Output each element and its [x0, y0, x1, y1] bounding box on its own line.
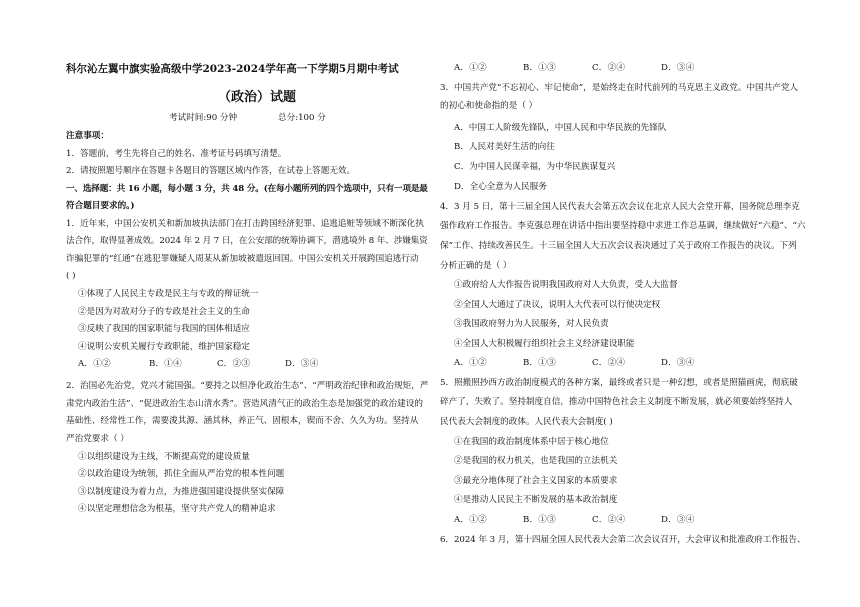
question-4-option-b[interactable]: B．①③ — [523, 358, 556, 368]
total-score: 总分:100 分 — [278, 113, 326, 123]
question-2-option-d[interactable]: D．③④ — [661, 63, 695, 73]
section-heading-cont: 符合题目要求的。) — [66, 201, 135, 211]
question-4-statement: ③我国政府努力为人民服务，对人民负责 — [454, 319, 609, 329]
question-2-statement: ②以政治建设为统领，抓住全面从严治党的根本性问题 — [78, 469, 285, 479]
question-5-option-c[interactable]: C．②④ — [592, 515, 626, 525]
question-4-option-d[interactable]: D．③④ — [661, 358, 695, 368]
notes-heading: 注意事项： — [66, 131, 109, 141]
question-5-text: 5．照搬照抄西方政治制度模式的各种方案，最终或者只是一种幻想，或者是照猫画虎，彻底破 — [440, 378, 798, 388]
question-2-text: 2．治国必先治党，党兴才能国强。“要持之以恒净化政治生态”、“严明政治纪律和政治规矩，严 — [66, 381, 429, 391]
question-5-statement: ④是推动人民民主不断发展的基本政治制度 — [454, 495, 618, 505]
question-3-option-a[interactable]: A．中国工人阶级先锋队，中国人民和中华民族的先锋队 — [454, 123, 667, 133]
question-1-statement: ④说明公安机关履行专政职能，维护国家稳定 — [78, 342, 250, 352]
question-4-text: 4．3 月 5 日，第十三届全国人民代表大会第五次会议在北京人民大会堂开幕，国务院总理李克 — [440, 202, 800, 212]
question-4-option-c[interactable]: C．②④ — [592, 358, 626, 368]
question-2-statement: ③以制度建设为着力点，为推进强国建设提供坚实保障 — [78, 487, 285, 497]
question-5-statement: ②是我国的权力机关，也是我国的立法机关 — [454, 456, 618, 466]
question-1-statement: ①体现了人民民主专政是民主与专政的辩证统一 — [78, 289, 259, 299]
exam-subject: （政治）试题 — [218, 90, 297, 105]
question-1-option-a[interactable]: A．①② — [78, 359, 111, 369]
question-2-text: 严治党要求（ ） — [66, 434, 129, 444]
question-3-option-d[interactable]: D．全心全意为人民服务 — [454, 182, 547, 192]
question-2-text: 肃党内政治生活”、“促进政治生态山清水秀”。营造风清气正的政治生态是加强党的政治建设的 — [66, 399, 423, 409]
question-1-text: 诈骗犯罪的“红通”在逃犯罪嫌疑人周某从新加坡被遣返回国。中国公安机关开展跨国追逃行动 — [66, 254, 419, 264]
question-6-text: 6．2024 年 3 月，第十四届全国人民代表大会第二次会议召开，大会审议和批准政府工作报告、 — [440, 535, 806, 545]
question-5-text: 碎产了，失败了。坚持制度自信，推动中国特色社会主义制度不断发展，就必须要始终坚持人 — [440, 397, 793, 407]
question-2-option-b[interactable]: B．①③ — [523, 63, 556, 73]
question-2-option-c[interactable]: C．②④ — [592, 63, 626, 73]
question-3-option-b[interactable]: B．人民对美好生活的向往 — [454, 142, 555, 152]
question-3-text: 的初心和使命指的是（ ） — [440, 101, 538, 111]
question-1-option-b[interactable]: B．①④ — [149, 359, 182, 369]
question-5-option-b[interactable]: B．①③ — [523, 515, 556, 525]
question-2-statement: ①以组织建设为主线，不断提高党的建设质量 — [78, 452, 250, 462]
question-5-option-d[interactable]: D．③④ — [661, 515, 695, 525]
question-1-text: 1．近年来，中国公安机关和新加坡执法部门在打击跨国经济犯罪、追逃追赃等领域不断深化执 — [66, 219, 424, 229]
exam-time: 考试时间:90 分钟 — [169, 113, 238, 123]
question-1-statement: ②是因为对敌对分子的专政是社会主义的生命 — [78, 307, 250, 317]
question-3-option-c[interactable]: C．为中国人民谋幸福，为中华民族谋复兴 — [454, 162, 616, 172]
question-4-statement: ①政府给人大作报告说明我国政府对人大负责，受人大监督 — [454, 280, 678, 290]
question-4-text: 强作政府工作报告。李克强总理在讲话中指出要坚持稳中求进工作总基调，继续做好“六稳”、“六 — [440, 221, 806, 231]
question-4-option-a[interactable]: A．①② — [454, 358, 487, 368]
note-item: 2．请按照题号顺序在答题卡各题目的答题区域内作答，在试卷上答题无效。 — [66, 166, 356, 176]
question-5-text: 民代表大会制度的政体。人民代表大会制度( ) — [440, 417, 613, 427]
question-5-statement: ①在我国的政治制度体系中居于核心地位 — [454, 437, 609, 447]
question-4-statement: ②全国人大通过了决议，说明人大代表可以行使决定权 — [454, 300, 661, 310]
question-1-statement: ③反映了我国的国家职能与我国的国体相适应 — [78, 324, 250, 334]
section-heading: 一、选择题：共 16 小题，每小题 3 分，共 48 分。(在每小题所列的四个选项中，只有一项是最 — [66, 184, 428, 194]
question-1-blank: ( ) — [66, 271, 76, 281]
question-2-statement: ④以坚定理想信念为根基，坚守共产党人的精神追求 — [78, 504, 276, 514]
note-item: 1．答题前，考生先将自己的姓名、准考证号码填写清楚。 — [66, 149, 287, 159]
question-2-text: 基础性、经常性工作，需要浚其源、涵其林，养正气、固根本，锲而不舍、久久为功。坚持从 — [66, 416, 419, 426]
question-4-text: 保”工作、持续改善民生。十三届全国人大五次会议表决通过了关于政府工作报告的决议。下列 — [440, 241, 797, 251]
question-5-statement: ③最充分地体现了社会主义国家的本质要求 — [454, 476, 618, 486]
question-2-option-a[interactable]: A．①② — [454, 63, 487, 73]
question-1-text: 法合作，取得显著成效。2024 年 2 月 7 日，在公安部的统筹协调下，潜逃境外 8 年、涉嫌集资 — [66, 236, 428, 246]
question-4-statement: ④全国人大积极履行组织社会主义经济建设职能 — [454, 339, 635, 349]
question-1-option-c[interactable]: C．②③ — [217, 359, 251, 369]
question-3-text: 3．中国共产党“不忘初心、牢记使命”，是始终走在时代前列的马克思主义政党。中国共产党人 — [440, 83, 799, 93]
question-1-option-d[interactable]: D．③④ — [285, 359, 319, 369]
question-4-text: 分析正确的是（ ） — [440, 261, 512, 271]
question-5-option-a[interactable]: A．①② — [454, 515, 487, 525]
exam-title: 科尔沁左翼中旗实验高级中学2023-2024学年高一下学期5月期中考试 — [66, 63, 399, 75]
